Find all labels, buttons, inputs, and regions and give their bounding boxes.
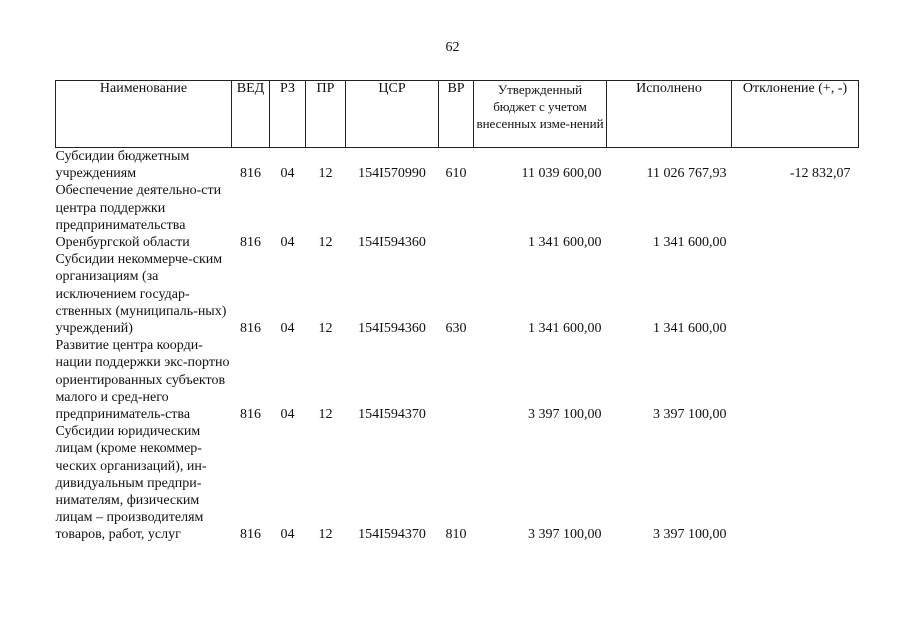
row-approved: 1 341 600,00	[528, 321, 602, 337]
row-csr: 154I594360	[358, 321, 426, 337]
row-executed: 1 341 600,00	[653, 235, 727, 251]
row-ved: 816	[240, 166, 261, 182]
page-number: 62	[445, 40, 460, 55]
row-rz: 04	[280, 235, 295, 251]
row-rz: 04	[280, 166, 295, 182]
table-row	[56, 337, 859, 423]
row-deviation	[732, 337, 859, 423]
header-rz: РЗ	[270, 81, 306, 148]
table-row	[56, 251, 859, 337]
row-ved: 816	[240, 527, 261, 543]
table-body	[56, 148, 859, 544]
row-deviation	[732, 423, 859, 543]
row-vr: 630	[445, 321, 467, 337]
table-row	[56, 182, 859, 251]
header-approved: Утвержденный бюджет с учетом внесенных изме-нений	[474, 81, 607, 148]
row-rz: 04	[280, 407, 295, 423]
row-vr: 610	[445, 166, 467, 182]
row-deviation	[732, 251, 859, 337]
row-name: Субсидии некоммерче-ским организациям (за исключением государ-ственных (муниципаль-ных) учреждений)	[55, 252, 227, 337]
row-csr: 154I594370	[358, 527, 426, 543]
row-approved: 1 341 600,00	[528, 235, 602, 251]
row-pr: 12	[318, 321, 333, 337]
row-rz: 04	[280, 527, 295, 543]
row-vr: 810	[445, 527, 467, 543]
table-row	[56, 148, 859, 183]
row-vr	[439, 182, 474, 251]
row-pr: 12	[318, 166, 333, 182]
row-name: Субсидии юридическим лицам (кроме некоммер-ческих организаций), ин-дивидуальным предпри-нимателям, физическим лицам – производителям товаров, работ, услуг	[55, 424, 207, 543]
row-deviation	[732, 182, 859, 251]
row-name: Развитие центра коорди-нации поддержки экс-портно ориентированных субъектов малого и сред-него предприниматель-ства	[55, 338, 230, 423]
row-ved: 816	[240, 407, 261, 423]
row-executed: 3 397 100,00	[653, 527, 727, 543]
row-approved: 3 397 100,00	[528, 527, 602, 543]
row-executed: 1 341 600,00	[653, 321, 727, 337]
row-ved: 816	[240, 321, 261, 337]
row-pr: 12	[318, 407, 333, 423]
row-executed: 11 026 767,93	[646, 166, 727, 182]
header-name: Наименование	[56, 81, 232, 148]
row-deviation: -12 832,07	[789, 166, 851, 182]
row-csr: 154I594370	[358, 407, 426, 423]
header-pr: ПР	[306, 81, 346, 148]
row-approved: 11 039 600,00	[521, 166, 602, 182]
row-approved: 3 397 100,00	[528, 407, 602, 423]
header-ved: ВЕД	[232, 81, 270, 148]
row-pr: 12	[318, 527, 333, 543]
header-vr: ВР	[439, 81, 474, 148]
header-deviation: Отклонение (+, -)	[732, 81, 859, 148]
row-vr	[439, 337, 474, 423]
row-ved: 816	[240, 235, 261, 251]
row-csr: 154I594360	[358, 235, 426, 251]
row-executed: 3 397 100,00	[653, 407, 727, 423]
row-name: Обеспечение деятельно-сти центра поддержки предпринимательства Оренбургской области	[55, 183, 222, 251]
row-pr: 12	[318, 235, 333, 251]
header-csr: ЦСР	[346, 81, 439, 148]
table-row	[56, 423, 859, 543]
row-csr: 154I570990	[358, 166, 426, 182]
row-rz: 04	[280, 321, 295, 337]
header-executed: Исполнено	[607, 81, 732, 148]
table-header	[56, 81, 859, 148]
row-name: Субсидии бюджетным учреждениям	[55, 149, 190, 182]
budget-execution-table	[55, 80, 859, 544]
